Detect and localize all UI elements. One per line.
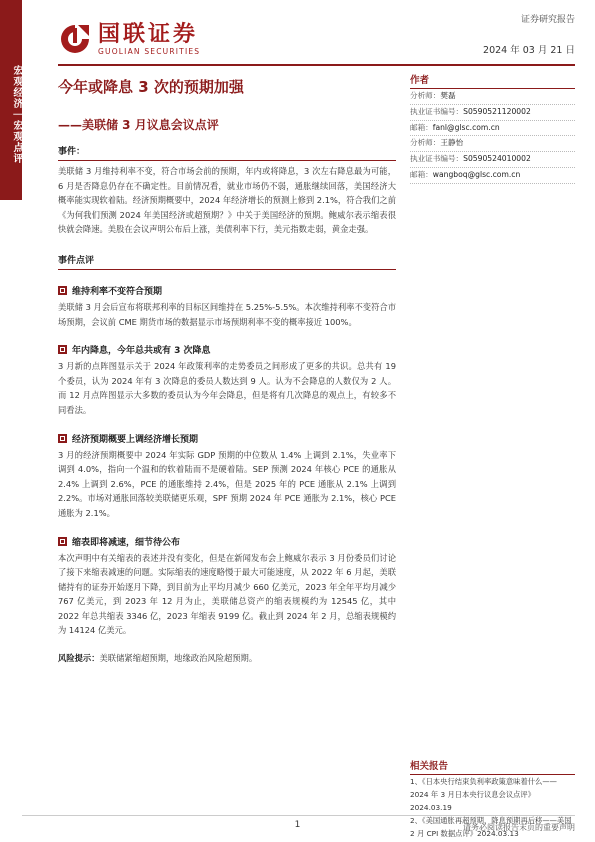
author-row — [410, 105, 575, 121]
event-heading: 事件： — [58, 140, 396, 161]
author-row-label: 邮箱： — [410, 122, 433, 132]
report-type: 证券研究报告 — [520, 15, 575, 25]
header-rule — [58, 64, 575, 66]
point-heading-text: 年内降息，今年总共或有 3 次降息 — [72, 346, 211, 357]
square-bullet-icon — [58, 286, 67, 295]
point-text: 本次声明中有关缩表的表述并没有变化，但是在新闻发布会上鲍威尔表示 3 月份委员们讨论了接下来缩表减速的问题。实际缩表的速度略慢于最大可能速度，从 2022 年 6 月起，美联储持有的证券开始逐月下降，到目前为止平均月减少 660 亿美元，2023 年全年平均月减少 767 亿美元，到 2023 年 12 月为止，美联储总资产的缩表规模约为 12545 亿，其中 2022 年总共缩表 3346 亿，2023 年缩表 9199 亿。截止到 2024 年 2 月，总缩表规模约为 14124 亿美元。 — [58, 552, 396, 636]
page-subtitle: ——美联储 3 月议息会议点评 — [58, 118, 219, 132]
author-row-label: 执业证书编号： — [410, 154, 464, 164]
author-row-label: 分析师： — [410, 138, 441, 148]
author-row-value: S0590524010002 — [463, 154, 531, 164]
related-heading: 相关报告 — [410, 758, 575, 775]
author-row-value: fanl@glsc.com.cn — [432, 122, 500, 132]
logo-text-en: GUOLIAN SECURITIES — [98, 46, 201, 56]
author-row-label: 执业证书编号： — [410, 106, 464, 116]
logo-text-cn: 国联证券 — [98, 21, 199, 47]
category-side-tab: 宏观经济｜宏观点评 — [0, 0, 22, 200]
author-panel — [410, 72, 575, 184]
author-row-value: wangboq@glsc.com.cn — [432, 169, 521, 179]
author-row — [410, 136, 575, 152]
point-text: 3 月新的点阵图显示关于 2024 年政策利率的走势委员之间形成了更多的共识。总共有 19 个委员，认为 2024 年有 3 次降息的委员人数达到 9 人。认为不会降息的人数仅为 2 人。而 12 月点阵图显示大多数的委员认为今年会降息，但是将有几次降息的观点上，有较多不同看法。 — [58, 361, 396, 415]
page-title: 今年或降息 3 次的预期加强 — [58, 78, 244, 96]
square-bullet-icon — [58, 434, 67, 443]
author-row — [410, 89, 575, 105]
point-heading — [58, 343, 396, 356]
author-row-value: 王静怡 — [440, 138, 464, 148]
point-text: 美联储 3 月会后宣布将联邦利率的目标区间维持在 5.25%-5.5%。本次维持利率不变符合市场预期，会议前 CME 期货市场的数据显示市场预期利率不变的概率接近 100%。 — [58, 301, 396, 327]
main-content — [58, 140, 396, 665]
logo-mark-icon — [58, 22, 92, 56]
square-bullet-icon — [58, 537, 67, 546]
author-row-label: 邮箱： — [410, 169, 433, 179]
risk-label: 风险提示： — [58, 653, 100, 664]
author-row — [410, 168, 575, 184]
point-heading — [58, 432, 396, 445]
footer-disclaimer: 请务必阅读报告末页的重要声明 — [463, 823, 575, 832]
point-heading-text: 经济预期概要上调经济增长预期 — [72, 434, 199, 445]
point-heading — [58, 284, 396, 297]
author-row-value: S0590521120002 — [463, 106, 531, 116]
page-number: 1 — [294, 820, 301, 830]
author-row-value: 樊磊 — [440, 91, 456, 100]
risk-text: 美联储紧缩超预期，地缘政治风险超预期。 — [99, 653, 258, 664]
author-row — [410, 152, 575, 168]
author-row-label: 分析师： — [410, 91, 441, 100]
point-text: 3 月的经济预期概要中 2024 年实际 GDP 预期的中位数从 1.4% 上调到 2.1%，失业率下调到 4.0%，指向一个温和的软着陆而不是硬着陆。SEP 预测 2024 年核心 PCE 的通胀从 2.4% 上调到 2.6%，PCE 的通胀维持 2.4%，但是 2025 年的 PCE 通胀从 2.1% 上调到 2.2%。市场对通胀回落较美联储更乐观，SPF 预期 2024 年 PCE 通胀为 2.1%，核心 PCE 通胀为 2.1%。 — [58, 449, 396, 518]
report-date: 2024 年 03 月 21 日 — [483, 45, 575, 56]
footer-rule — [22, 815, 575, 816]
point-heading-text: 维持利率不变符合预期 — [72, 286, 163, 297]
point-heading-text: 缩表即将减速，细节待公布 — [72, 537, 181, 548]
related-report-link[interactable]: 1、《日本央行结束负利率政策意味着什么——2024 年 3 月日本央行议息会议点评》2024.03.19 — [410, 777, 557, 812]
author-heading: 作者 — [410, 72, 575, 89]
comment-heading: 事件点评 — [58, 249, 396, 270]
point-heading — [58, 535, 396, 548]
company-logo — [58, 20, 200, 58]
event-text: 美联储 3 月维持利率不变，符合市场会前的预期，年内或将降息，3 次左右降息最为可能，6 月是否降息仍存在不确定性。目前情况看，就业市场仍不弱，通胀继续回落，美国经济大概率能实现软着陆。经济预期概要中，2024 年经济增长的预测上修到 2.1%，符合我们之前《为何我们预测 2024 年美国经济或超预期？》中关于美国经济的预期。鲍威尔表示缩表很快就会降速。美股在会议声明公布后上涨，美债利率下行，美元指数走弱，黄金走强。 — [58, 166, 396, 235]
square-bullet-icon — [58, 345, 67, 354]
risk-warning — [58, 652, 396, 665]
related-report-link[interactable]: 2、《美国通胀再超预期，降息预期再后移——美国 2 月 CPI 数据点评》2024.03.13 — [410, 816, 572, 838]
author-row — [410, 121, 575, 137]
